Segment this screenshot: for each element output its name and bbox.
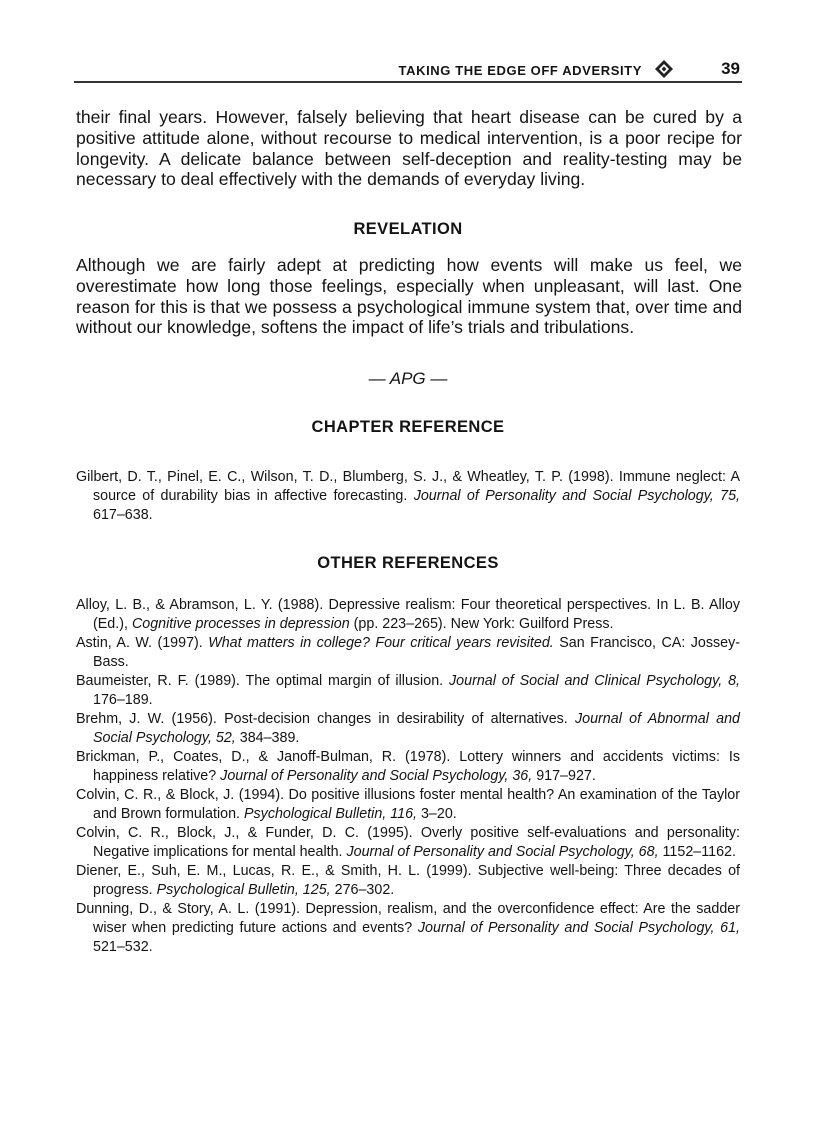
reference-pages: (pp. 223–265). New York: Guilford Press. bbox=[349, 616, 614, 632]
reference-item bbox=[76, 900, 740, 957]
reference-item bbox=[76, 710, 740, 748]
reference-pages: 1152–1162. bbox=[658, 844, 736, 860]
reference-text: Gilbert, D. T., Pinel, E. C., Wilson, T. D., Blumberg, S. J., & Wheatley, T. P. (1998). Immune neglect: A source of durability bias in affective forecasting. bbox=[76, 469, 740, 504]
page-number: 39 bbox=[721, 59, 740, 78]
other-references-list bbox=[76, 596, 740, 957]
chapter-reference-list bbox=[76, 468, 740, 525]
chapter-reference-heading: CHAPTER REFERENCE bbox=[311, 418, 505, 436]
reference-text: Colvin, C. R., & Block, J. (1994). Do positive illusions foster mental health? An examination of the Taylor and Brown formulation. bbox=[76, 787, 740, 822]
reference-pages: 617–638. bbox=[93, 507, 153, 523]
intro-paragraph: their final years. However, falsely believing that heart disease can be cured by a positive attitude alone, without recourse to medical intervention, is a poor recipe for longevity. A delicate balance between self-deception and reality-testing may be necessary to deal effectively with the demands of everyday living. bbox=[76, 107, 742, 190]
reference-item bbox=[76, 468, 740, 525]
reference-item bbox=[76, 748, 740, 786]
reference-item bbox=[76, 786, 740, 824]
diamond-ornament-icon bbox=[654, 59, 674, 79]
author-signature: — APG — bbox=[368, 369, 448, 388]
reference-source: Psychological Bulletin, 125, bbox=[156, 882, 331, 898]
reference-pages: 917–927. bbox=[532, 768, 596, 784]
reference-pages: 176–189. bbox=[93, 692, 153, 708]
other-references-heading: OTHER REFERENCES bbox=[317, 554, 499, 572]
reference-item bbox=[76, 862, 740, 900]
reference-text: Brehm, J. W. (1956). Post-decision changes in desirability of alternatives. bbox=[76, 711, 575, 727]
reference-item bbox=[76, 824, 740, 862]
reference-source: Journal of Personality and Social Psychology, 61, bbox=[417, 920, 741, 936]
reference-pages: 384–389. bbox=[235, 730, 300, 746]
reference-source: What matters in college? Four critical years revisited. bbox=[208, 635, 554, 651]
reference-item bbox=[76, 596, 740, 634]
reference-text: Astin, A. W. (1997). bbox=[76, 635, 209, 651]
running-head: TAKING THE EDGE OFF ADVERSITY bbox=[398, 63, 642, 78]
page-header bbox=[74, 57, 742, 83]
revelation-paragraph: Although we are fairly adept at predicting how events will make us feel, we overestimate how long those feelings, especially when unpleasant, will last. One reason for this is that we possess a psychological immune system that, over time and without our knowledge, softens the impact of life’s trials and tribulations. bbox=[76, 255, 742, 338]
reference-source: Journal of Personality and Social Psychology, 36, bbox=[220, 768, 533, 784]
reference-pages: 3–20. bbox=[417, 806, 457, 822]
reference-text: Colvin, C. R., Block, J., & Funder, D. C. (1995). Overly positive self-evaluations and personality: Negative implications for mental health. bbox=[76, 825, 740, 860]
reference-source: Cognitive processes in depression bbox=[131, 616, 350, 632]
reference-pages: 521–532. bbox=[93, 939, 153, 955]
reference-source: Journal of Personality and Social Psychology, 68, bbox=[346, 844, 659, 860]
revelation-heading: REVELATION bbox=[353, 220, 463, 238]
reference-text: Dunning, D., & Story, A. L. (1991). Depression, realism, and the overconfidence effect: Are the sadder wiser when predicting future actions and events? bbox=[76, 901, 740, 936]
reference-source: Journal of Social and Clinical Psychology, 8, bbox=[449, 673, 741, 689]
reference-text: Diener, E., Suh, E. M., Lucas, R. E., & Smith, H. L. (1999). Subjective well-being: Three decades of progress. bbox=[76, 863, 740, 898]
reference-pages: 276–302. bbox=[330, 882, 395, 898]
reference-pages: San Francisco, CA: Jossey-Bass. bbox=[93, 635, 740, 670]
reference-text: Brickman, P., Coates, D., & Janoff-Bulman, R. (1978). Lottery winners and accidents victims: Is happiness relative? bbox=[76, 749, 740, 784]
reference-text: Baumeister, R. F. (1989). The optimal margin of illusion. bbox=[76, 673, 450, 689]
reference-text: Alloy, L. B., & Abramson, L. Y. (1988). Depressive realism: Four theoretical perspectives. In L. B. Alloy (Ed.), bbox=[76, 597, 740, 632]
reference-source: Psychological Bulletin, 116, bbox=[244, 806, 417, 822]
reference-item bbox=[76, 634, 740, 672]
reference-item bbox=[76, 672, 740, 710]
reference-source: Journal of Abnormal and Social Psychology, 52, bbox=[93, 711, 741, 746]
reference-source: Journal of Personality and Social Psychology, 75, bbox=[413, 488, 740, 504]
